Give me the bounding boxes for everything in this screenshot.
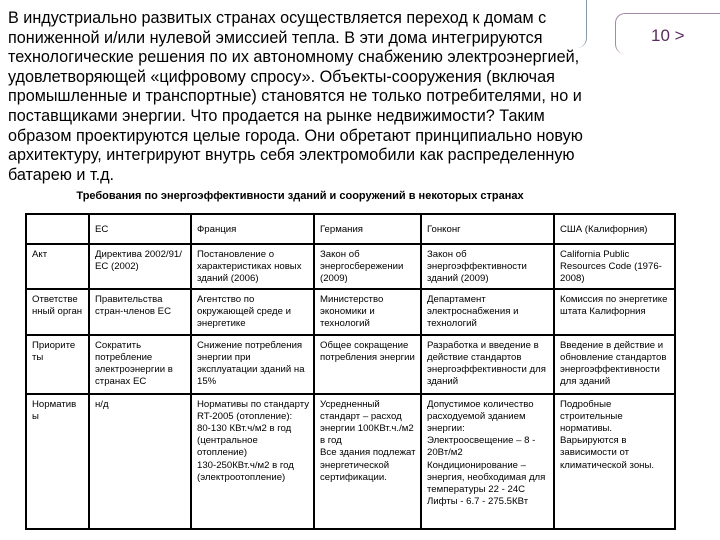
table-cell: Общее сокращение потребления энергии [314, 335, 421, 394]
header-cell: Франция [191, 214, 314, 244]
table-cell: Допустимое количество расходуемой зданием энергии: Электроосвещение – 8 - 20Вт/м2 Кондиционирование – энергия, необходимая для температуры 22 - 24С Лифты - 6.7 - 275.5КВт [421, 394, 554, 529]
table-row [26, 394, 675, 529]
table-cell: Нормативы по стандарту RT-2005 (отопление): 80-130 КВт.ч/м2 в год (центральное отопление) 130-250КВт.ч/м2 в год (электроотопление) [191, 394, 314, 529]
header-cell: ЕС [89, 214, 191, 244]
row-label-cell: Приорите ты [26, 335, 89, 394]
requirements-table [25, 213, 676, 530]
page-number[interactable]: 10 > [651, 26, 685, 45]
table-header-row [26, 214, 675, 244]
table-row [26, 244, 675, 289]
table-cell: Разработка и введение в действие стандартов энергоэффективности для зданий [421, 335, 554, 394]
table-cell: Закон об энергосбережении (2009) [314, 244, 421, 289]
table-cell: Комиссия по энергетике штата Калифорния [554, 289, 675, 335]
table-cell: Директива 2002/91/ЕС (2002) [89, 244, 191, 289]
table-cell: Сократить потребление электроэнергии в странах ЕС [89, 335, 191, 394]
table-cell: Снижение потребления энергии при эксплуатации зданий на 15% [191, 335, 314, 394]
table-cell: Министерство экономики и технологий [314, 289, 421, 335]
table-row [26, 289, 675, 335]
header-cell: Германия [314, 214, 421, 244]
table-cell: Усредненный стандарт – расход энергии 100КВт.ч./м2 в год Все здания подлежат энергетической сертификации. [314, 394, 421, 529]
table-cell: Введение в действие и обновление стандартов энергоэффективности для зданий [554, 335, 675, 394]
table-row [26, 335, 675, 394]
intro-paragraph: В индустриально развитых странах осуществляется переход к домам с пониженной и/или нулевой эмиссией тепла. В эти дома интегрируются технологические решения по их автономному снабжению электроэнергией, удовлетворяющей «цифровому спросу». Объекты-сооружения (включая промышленные и транспортные) становятся не только потребителями, но и поставщиками энергии. Что продается на рынке недвижимости? Таким образом проектируются целые города. Они обретают принципиально новую архитектуру, интегрируют внутрь себя электромобили как распределенную батарею и т.д. [8, 9, 583, 184]
table-cell: Агентство по окружающей среде и энергетике [191, 289, 314, 335]
table-caption: Требования по энергоэффективности зданий и сооружений в некоторых странах [76, 190, 524, 202]
table-cell: Подробные строительные нормативы. Варьируются в зависимости от климатической зоны. [554, 394, 675, 529]
table-cell: Закон об энергоэффективности зданий (2009) [421, 244, 554, 289]
table-cell: Правительства стран-членов ЕС [89, 289, 191, 335]
table-cell: Постановление о характеристиках новых зданий (2006) [191, 244, 314, 289]
table-cell: California Public Resources Code (1976-2008) [554, 244, 675, 289]
row-label-cell: Ответстве нный орган [26, 289, 89, 335]
table-cell: н/д [89, 394, 191, 529]
header-cell: США (Калифорния) [554, 214, 675, 244]
row-label-cell: Норматив ы [26, 394, 89, 529]
table-cell: Департамент электроснабжения и технологий [421, 289, 554, 335]
row-label-cell: Акт [26, 244, 89, 289]
header-cell [26, 214, 89, 244]
header-cell: Гонконг [421, 214, 554, 244]
